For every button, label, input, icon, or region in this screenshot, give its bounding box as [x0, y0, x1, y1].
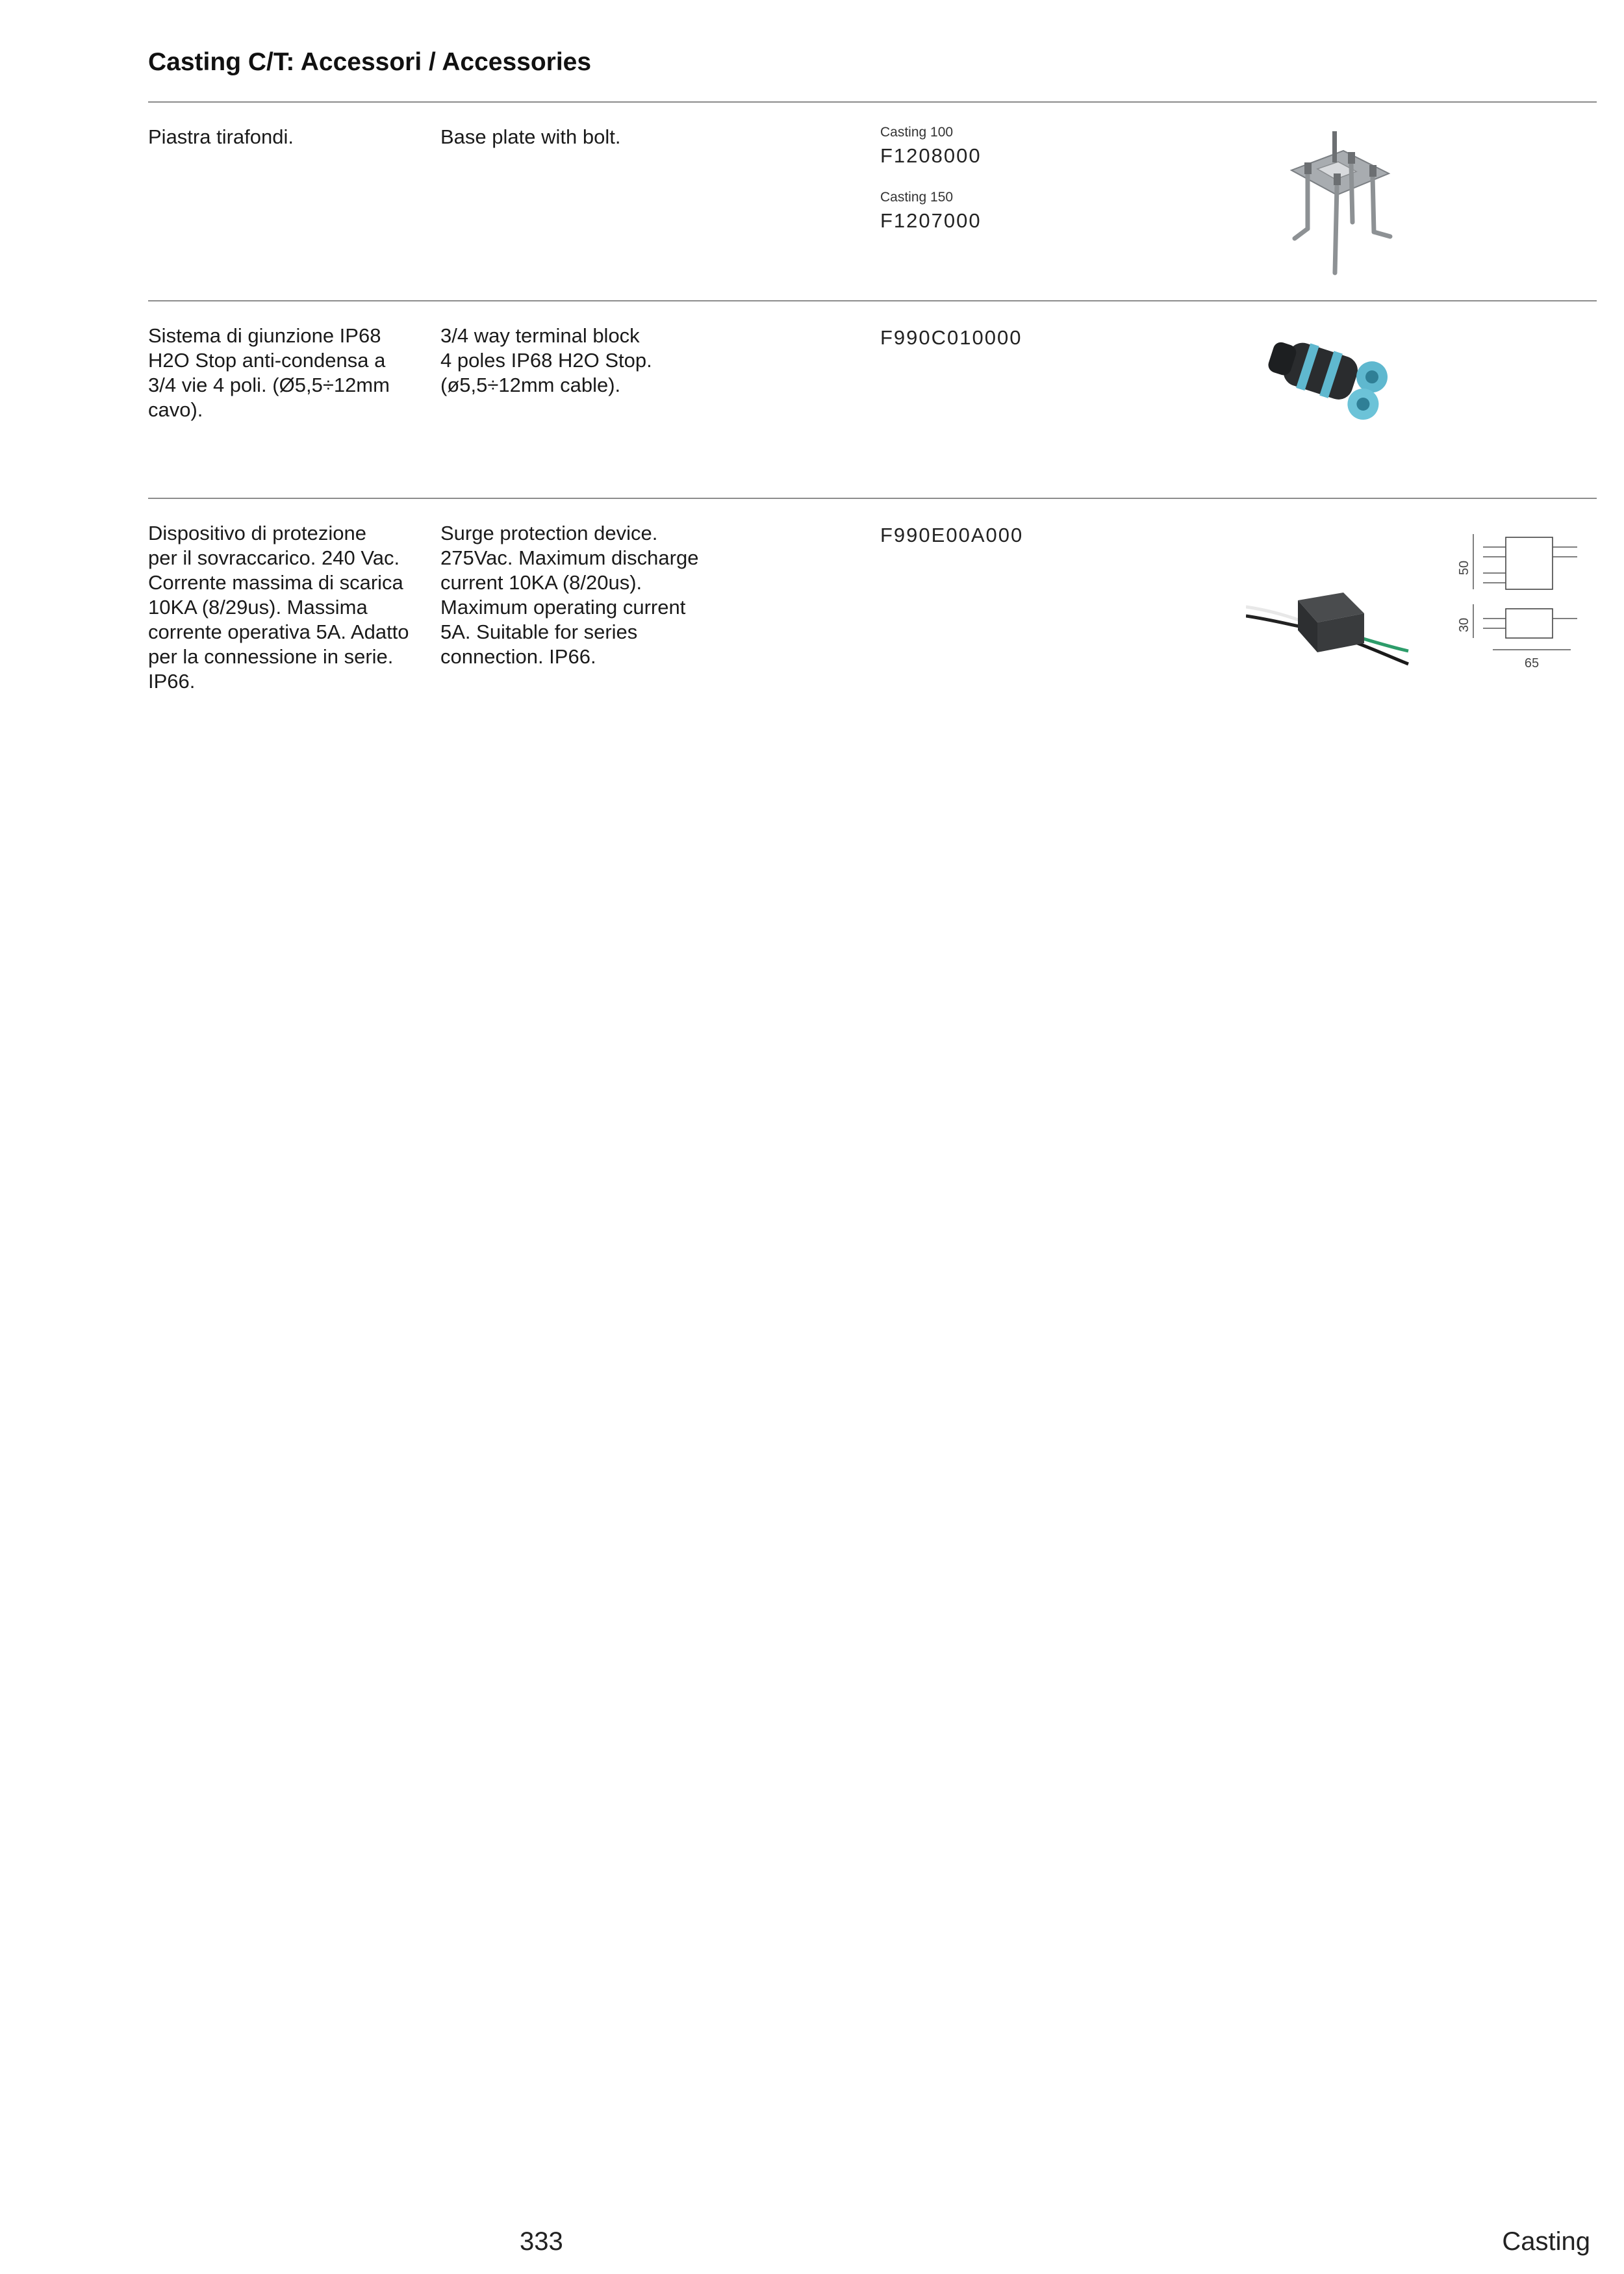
product-code: F990E00A000: [880, 524, 1024, 546]
product-code: F1207000: [880, 209, 982, 232]
divider: [148, 300, 1597, 301]
description-italian: Sistema di giunzione IP68 H2O Stop anti-condensa a 3/4 vie 4 poli. (Ø5,5÷12mm cavo).: [148, 324, 390, 421]
surge-protector-image: [1246, 560, 1415, 677]
variant-label: Casting 150: [880, 190, 954, 205]
description-italian: Piastra tirafondi.: [148, 125, 294, 148]
product-codes: [880, 524, 1023, 547]
terminal-block-image: [1259, 335, 1415, 433]
accessory-row: [148, 324, 1597, 498]
variant-label: Casting 100: [880, 125, 954, 140]
divider: [148, 498, 1597, 499]
product-codes: [880, 326, 1022, 350]
section-name: Casting: [1502, 2227, 1590, 2256]
product-codes: [880, 125, 982, 233]
page-number: 333: [520, 2227, 563, 2256]
dimension-label: 50: [1457, 560, 1471, 576]
accessory-row: [148, 125, 1597, 300]
description-english: 3/4 way terminal block 4 poles IP68 H2O Stop. (ø5,5÷12mm cable).: [440, 324, 652, 396]
dimension-drawing: [1441, 528, 1597, 677]
description-english: Surge protection device. 275Vac. Maximum discharge current 10KA (8/20us). Maximum operating current 5A. Suitable for series connection. IP66.: [440, 522, 699, 668]
accessory-row: [148, 521, 1597, 716]
dimension-label: 30: [1457, 617, 1471, 633]
description-english: Base plate with bolt.: [440, 125, 621, 148]
dimension-label: 65: [1524, 656, 1540, 671]
product-code: F1208000: [880, 144, 982, 167]
page-title: Casting C/T: Accessori / Accessories: [148, 48, 592, 76]
divider: [148, 101, 1597, 103]
description-italian: Dispositivo di protezione per il sovraccarico. 240 Vac. Corrente massima di scarica 10KA (8/29us). Massima corrente operativa 5A. Adatto per la connessione in serie. IP66.: [148, 522, 409, 693]
product-code: F990C010000: [880, 326, 1022, 349]
base-plate-image: [1252, 125, 1402, 281]
